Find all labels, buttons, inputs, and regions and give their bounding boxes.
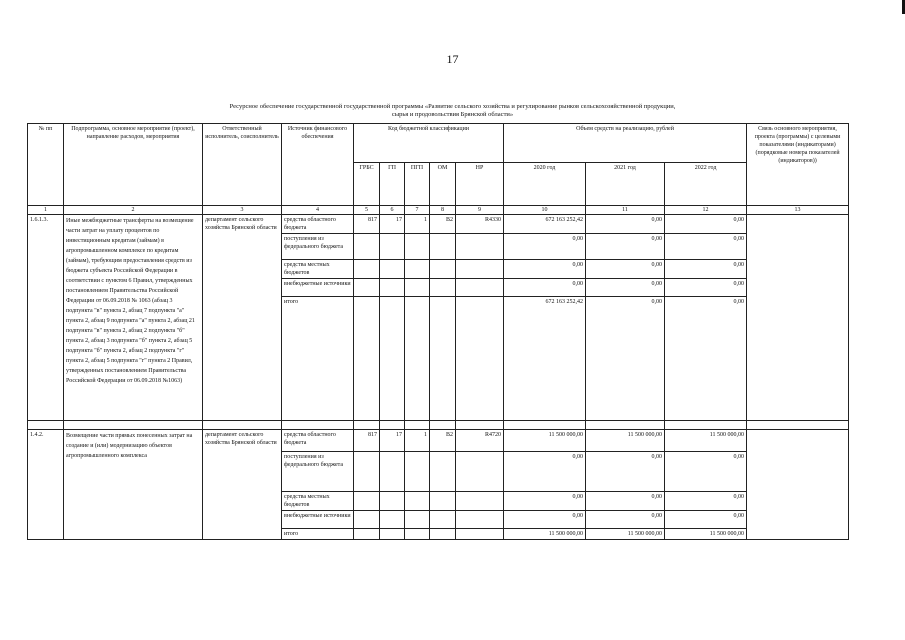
amount-2021: 0,00	[586, 279, 665, 297]
gp-code	[380, 492, 405, 511]
header-volume: Объем средств на реализацию, рублей	[504, 124, 747, 163]
amount-2022: 0,00	[665, 511, 747, 529]
spacer-cell	[405, 421, 430, 430]
funding-source: итого	[282, 529, 354, 540]
np-code	[456, 297, 504, 421]
gp-code	[380, 234, 405, 260]
om-code	[430, 492, 456, 511]
grbs-code	[354, 452, 380, 492]
pgp-code	[405, 260, 430, 279]
amount-2022: 0,00	[665, 492, 747, 511]
column-number: 2	[64, 206, 203, 215]
amount-2021: 0,00	[586, 215, 665, 234]
amount-2022: 0,00	[665, 215, 747, 234]
amount-2021: 0,00	[586, 511, 665, 529]
header-link: Связь основного мероприятия, проекта (программы) с целевыми показателями (индикаторами) (порядковые номера показателей (индикаторов))	[747, 124, 849, 206]
column-number: 5	[354, 206, 380, 215]
spacer-cell	[747, 421, 849, 430]
om-code	[430, 511, 456, 529]
om-code	[430, 234, 456, 260]
gp-code	[380, 260, 405, 279]
np-code	[456, 260, 504, 279]
column-number: 6	[380, 206, 405, 215]
responsible-executor: департамент сельского хозяйства Брянской области	[203, 215, 282, 421]
grbs-code	[354, 234, 380, 260]
header-grbs: ГРБС	[354, 163, 380, 206]
om-code: В2	[430, 215, 456, 234]
funding-source: внебюджетные источники	[282, 511, 354, 529]
np-code	[456, 511, 504, 529]
title-line-1: Ресурсное обеспечение государственной государственной программы «Развитие сельского хозяйства и регулирование рынков сельскохозяйственной продукции,	[229, 103, 676, 110]
column-number: 4	[282, 206, 354, 215]
amount-2021: 11 500 000,00	[586, 529, 665, 540]
om-code	[430, 279, 456, 297]
amount-2022: 0,00	[665, 452, 747, 492]
np-code: R4330	[456, 215, 504, 234]
gp-code	[380, 297, 405, 421]
funding-source: средства местных бюджетов	[282, 260, 354, 279]
pgp-code	[405, 279, 430, 297]
grbs-code	[354, 279, 380, 297]
measure-description: Возмещение части прямых понесенных затрат на создание и (или) модернизацию объектов агропромышленного комплекса	[64, 430, 203, 540]
title-line-2: сырья и продовольствия Брянской области»	[391, 111, 514, 118]
om-code	[430, 529, 456, 540]
header-subprogram: Подпрограмма, основное мероприятие (проект), направление расходов, мероприятия	[64, 124, 203, 206]
funding-source: итого	[282, 297, 354, 421]
amount-2022: 11 500 000,00	[665, 529, 747, 540]
pgp-code: 1	[405, 215, 430, 234]
spacer-cell	[586, 421, 665, 430]
spacer-cell	[28, 421, 64, 430]
spacer-cell	[64, 421, 203, 430]
page-number: 17	[446, 52, 459, 66]
np-code	[456, 529, 504, 540]
amount-2020: 672 163 252,42	[504, 297, 586, 421]
amount-2020: 0,00	[504, 234, 586, 260]
amount-2022: 0,00	[665, 297, 747, 421]
amount-2022: 0,00	[665, 279, 747, 297]
amount-2021: 0,00	[586, 297, 665, 421]
column-number: 1	[28, 206, 64, 215]
header-executor: Ответственный исполнитель, соисполнитель	[203, 124, 282, 206]
column-number: 8	[430, 206, 456, 215]
row-number: 1.6.1.3.	[28, 215, 64, 421]
np-code	[456, 279, 504, 297]
column-number: 12	[665, 206, 747, 215]
grbs-code	[354, 511, 380, 529]
np-code	[456, 234, 504, 260]
indicator-link	[747, 430, 849, 540]
column-number: 11	[586, 206, 665, 215]
amount-2022: 0,00	[665, 260, 747, 279]
spacer-cell	[456, 421, 504, 430]
spacer-cell	[354, 421, 380, 430]
amount-2020: 0,00	[504, 511, 586, 529]
np-code	[456, 492, 504, 511]
column-number: 10	[504, 206, 586, 215]
column-number: 9	[456, 206, 504, 215]
funding-source: средства местных бюджетов	[282, 492, 354, 511]
indicator-link	[747, 215, 849, 421]
grbs-code: 817	[354, 430, 380, 452]
grbs-code	[354, 260, 380, 279]
amount-2021: 0,00	[586, 452, 665, 492]
spacer-cell	[380, 421, 405, 430]
pgp-code	[405, 452, 430, 492]
gp-code: 17	[380, 430, 405, 452]
responsible-executor: департамент сельского хозяйства Брянской области	[203, 430, 282, 540]
header-pgp: ПГП	[405, 163, 430, 206]
om-code: В2	[430, 430, 456, 452]
header-2020: 2020 год	[504, 163, 586, 206]
funding-source: поступления из федерального бюджета	[282, 452, 354, 492]
table-row	[28, 215, 849, 234]
header-2022: 2022 год	[665, 163, 747, 206]
header-num: № пп	[28, 124, 64, 206]
header-np: НР	[456, 163, 504, 206]
resource-table	[27, 123, 849, 540]
funding-source: средства областного бюджета	[282, 215, 354, 234]
np-code	[456, 452, 504, 492]
gp-code: 17	[380, 215, 405, 234]
amount-2022: 0,00	[665, 234, 747, 260]
amount-2020: 0,00	[504, 260, 586, 279]
amount-2021: 0,00	[586, 492, 665, 511]
gp-code	[380, 452, 405, 492]
table-body	[28, 206, 849, 540]
om-code	[430, 297, 456, 421]
amount-2021: 0,00	[586, 234, 665, 260]
row-number: 1.4.2.	[28, 430, 64, 540]
pgp-code: 1	[405, 430, 430, 452]
gp-code	[380, 529, 405, 540]
column-number: 7	[405, 206, 430, 215]
spacer-cell	[203, 421, 282, 430]
grbs-code	[354, 492, 380, 511]
grbs-code	[354, 529, 380, 540]
amount-2021: 11 500 000,00	[586, 430, 665, 452]
header-2021: 2021 год	[586, 163, 665, 206]
pgp-code	[405, 234, 430, 260]
grbs-code	[354, 297, 380, 421]
spacer-cell	[430, 421, 456, 430]
header-budget-code: Код бюджетной классификации	[354, 124, 504, 163]
column-number: 13	[747, 206, 849, 215]
gp-code	[380, 279, 405, 297]
funding-source: внебюджетные источники	[282, 279, 354, 297]
om-code	[430, 260, 456, 279]
funding-source: средства областного бюджета	[282, 430, 354, 452]
np-code: R4720	[456, 430, 504, 452]
amount-2020: 11 500 000,00	[504, 529, 586, 540]
funding-source: поступления из федерального бюджета	[282, 234, 354, 260]
spacer-cell	[665, 421, 747, 430]
amount-2020: 0,00	[504, 452, 586, 492]
column-number: 3	[203, 206, 282, 215]
pgp-code	[405, 492, 430, 511]
amount-2020: 11 500 000,00	[504, 430, 586, 452]
gp-code	[380, 511, 405, 529]
column-number-row	[28, 206, 849, 215]
row-spacer	[28, 421, 849, 430]
pgp-code	[405, 297, 430, 421]
pgp-code	[405, 511, 430, 529]
amount-2020: 0,00	[504, 279, 586, 297]
spacer-cell	[282, 421, 354, 430]
header-source: Источник финансового обеспечения	[282, 124, 354, 206]
header-gp: ГП	[380, 163, 405, 206]
header-om: ОМ	[430, 163, 456, 206]
document-title	[120, 103, 785, 119]
amount-2020: 672 163 252,42	[504, 215, 586, 234]
grbs-code: 817	[354, 215, 380, 234]
measure-description: Иные межбюджетные трансферты на возмещение части затрат на уплату процентов по инвестиционным кредитам (займам) в агропромышленном комплексе по кредитам (займам), требующим предоставления средств из бюджета субъекта Российской Федерации в соответствии с пунктом 6 Правил, утвержденных постановлением Правительства Российской Федерации от 06.09.2018 № 1063 (абзац 3 подпункта "в" пункта 2, абзац 7 подпункта "а" пункта 2, абзац 9 подпункта "а" пункта 2, абзац 21 подпункта "в" пункта 2, абзац 2 подпункта "б" пункта 2, абзац 3 подпункта "б" пункта 2, абзац 5 подпункта "б" пункта 2, абзац 2 подпункта "г" пункта 2, абзац 5 подпункта "г" пункта 2 Правил, утвержденных постановлением Правительства Российской Федерации от 06.09.2018 №1063)	[64, 215, 203, 421]
amount-2020: 0,00	[504, 492, 586, 511]
amount-2022: 11 500 000,00	[665, 430, 747, 452]
pgp-code	[405, 529, 430, 540]
table-row	[28, 430, 849, 452]
spacer-cell	[504, 421, 586, 430]
om-code	[430, 452, 456, 492]
amount-2021: 0,00	[586, 260, 665, 279]
